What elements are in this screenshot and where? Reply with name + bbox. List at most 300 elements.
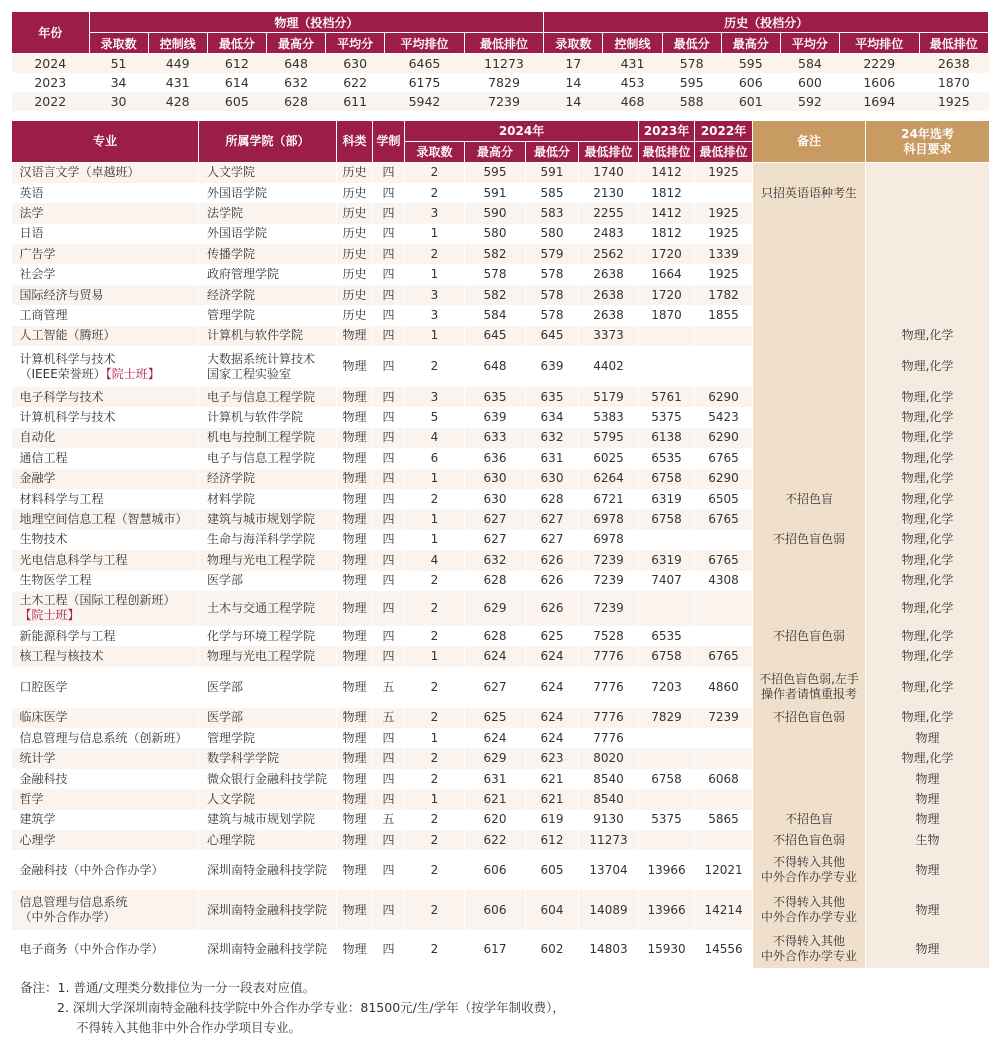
min-rank-2023-cell: 1412	[639, 203, 695, 223]
length-cell: 五	[373, 810, 405, 830]
min-rank-2022-cell: 1925	[695, 264, 753, 284]
major-row	[12, 183, 990, 203]
min-rank-2023-cell	[639, 326, 695, 346]
major-row	[12, 346, 990, 387]
admitted-cell: 2	[405, 930, 465, 968]
remark-cell	[753, 326, 866, 346]
major-row	[12, 530, 990, 550]
max-score-cell: 627	[465, 530, 526, 550]
min-rank-2023-cell: 5375	[639, 407, 695, 427]
remark-cell	[753, 469, 866, 489]
major-row	[12, 708, 990, 728]
min-rank-2022-cell: 6290	[695, 469, 753, 489]
min-score-cell: 621	[526, 769, 579, 789]
length-cell: 四	[373, 264, 405, 284]
summary-history-cell: 578	[662, 54, 721, 74]
min-score-cell: 635	[526, 387, 579, 407]
remark-cell	[753, 285, 866, 305]
major-name-cell: 核工程与核技术	[12, 646, 199, 666]
admitted-cell: 2	[405, 626, 465, 646]
admitted-cell: 4	[405, 550, 465, 570]
min-rank-cell: 5795	[579, 428, 639, 448]
major-row	[12, 448, 990, 468]
remark-cell: 不招色盲色弱	[753, 708, 866, 728]
length-cell: 四	[373, 530, 405, 550]
subjects-cell: 物理,化学	[866, 407, 990, 427]
admitted-cell: 2	[405, 748, 465, 768]
major-row	[12, 203, 990, 223]
remark-cell	[753, 224, 866, 244]
category-cell: 物理	[337, 489, 373, 509]
remark-cell	[753, 346, 866, 387]
category-cell: 物理	[337, 626, 373, 646]
min-rank-2023-cell: 6758	[639, 646, 695, 666]
min-score-cell: 583	[526, 203, 579, 223]
min-score-cell: 626	[526, 591, 579, 626]
summary-physics-cell: 34	[89, 73, 148, 92]
length-cell: 四	[373, 646, 405, 666]
category-cell: 物理	[337, 407, 373, 427]
major-name-cell: 生物技术	[12, 530, 199, 550]
admitted-cell: 3	[405, 305, 465, 325]
length-cell: 四	[373, 244, 405, 264]
summary-year-cell: 2023	[12, 73, 90, 92]
min-rank-2023-cell: 7829	[639, 708, 695, 728]
summary-row	[12, 73, 989, 92]
major-row	[12, 285, 990, 305]
max-score-cell: 639	[465, 407, 526, 427]
subjects-cell: 物理	[866, 810, 990, 830]
min-score-cell: 624	[526, 708, 579, 728]
max-score-cell: 635	[465, 387, 526, 407]
summary-history-cell: 606	[721, 73, 780, 92]
min-score-cell: 624	[526, 728, 579, 748]
length-cell: 四	[373, 387, 405, 407]
min-rank-2022-cell: 6068	[695, 769, 753, 789]
major-row	[12, 244, 990, 264]
admitted-cell: 3	[405, 285, 465, 305]
major-row	[12, 850, 990, 890]
length-cell: 四	[373, 346, 405, 387]
min-score-cell: 578	[526, 264, 579, 284]
summary-physics-cell: 51	[89, 54, 148, 74]
remark-cell	[753, 667, 866, 708]
major-row	[12, 469, 990, 489]
min-rank-cell: 14089	[579, 890, 639, 930]
category-cell: 物理	[337, 789, 373, 809]
major-name-cell: 金融科技	[12, 769, 199, 789]
admitted-cell: 1	[405, 646, 465, 666]
min-rank-2022-cell: 6765	[695, 646, 753, 666]
remark-cell	[753, 646, 866, 666]
major-name-line: 计算机科学与技术	[19, 351, 116, 366]
max-score-cell: 628	[465, 571, 526, 591]
subjects-cell	[866, 183, 990, 203]
college-cell: 外国语学院	[199, 183, 337, 203]
major-name-line	[20, 910, 199, 925]
admitted-cell: 1	[405, 530, 465, 550]
major-row	[12, 264, 990, 284]
college-cell: 管理学院	[199, 305, 337, 325]
min-rank-2022-cell	[695, 830, 753, 850]
summary-physics-cell: 7829	[464, 73, 544, 92]
min-rank-2022-cell: 6765	[695, 448, 753, 468]
admitted-cell: 2	[405, 890, 465, 930]
summary-history-cell: 601	[721, 92, 780, 111]
min-rank-cell: 2255	[579, 203, 639, 223]
physics-col-header: 最低排位	[464, 33, 544, 54]
max-score-cell: 606	[465, 850, 526, 890]
major-name-cell: 新能源科学与工程	[12, 626, 199, 646]
min-rank-cell: 6264	[579, 469, 639, 489]
min-rank-cell: 8540	[579, 789, 639, 809]
college-cell: 土木与交通工程学院	[199, 591, 337, 626]
min-score-cell: 619	[526, 810, 579, 830]
summary-table	[11, 11, 989, 111]
major-name-cell: 社会学	[12, 264, 199, 284]
remark-cell	[753, 850, 866, 890]
min-score-cell: 612	[526, 830, 579, 850]
min-score-cell: 628	[526, 489, 579, 509]
max-score-cell: 629	[465, 748, 526, 768]
major-name-line: 信息管理与信息系统	[19, 895, 128, 910]
max-score-cell: 648	[465, 346, 526, 387]
subjects-cell: 物理,化学	[866, 509, 990, 529]
min-rank-2023-cell: 1720	[639, 244, 695, 264]
max-score-cell: 629	[465, 591, 526, 626]
admitted-cell: 3	[405, 203, 465, 223]
remark-cell	[753, 203, 866, 223]
admitted-cell: 1	[405, 728, 465, 748]
category-cell: 历史	[337, 264, 373, 284]
min-rank-2022-cell	[695, 346, 753, 387]
college-cell: 电子与信息工程学院	[199, 387, 337, 407]
subjects-cell: 物理,化学	[866, 646, 990, 666]
subjects-header	[866, 121, 990, 163]
min-rank-cell: 8020	[579, 748, 639, 768]
admitted-cell: 1	[405, 789, 465, 809]
summary-history-cell: 1694	[840, 92, 920, 111]
college-cell: 经济学院	[199, 469, 337, 489]
length-cell: 四	[373, 469, 405, 489]
min-rank-cell: 6721	[579, 489, 639, 509]
max-score-cell: 621	[465, 789, 526, 809]
category-cell: 历史	[337, 163, 373, 183]
category-header: 科类	[337, 121, 373, 163]
major-name-cell: 汉语言文学（卓越班）	[12, 163, 199, 183]
summary-history-cell: 592	[780, 92, 839, 111]
length-cell: 四	[373, 591, 405, 626]
summary-history-cell: 1925	[919, 92, 988, 111]
admitted-cell: 2	[405, 346, 465, 387]
physics-header: 物理（投档分）	[89, 12, 544, 33]
major-row	[12, 387, 990, 407]
remark-cell	[753, 244, 866, 264]
remark-line: 操作者请慎重报考	[761, 687, 858, 702]
min-rank-2022-cell: 4308	[695, 571, 753, 591]
remark-line: 中外合作办学专业	[761, 910, 858, 925]
remark-cell	[753, 448, 866, 468]
min-rank-cell: 2638	[579, 264, 639, 284]
min-rank-2023-cell: 6758	[639, 509, 695, 529]
remark-line: 中外合作办学专业	[761, 949, 858, 964]
summary-history-cell: 2638	[919, 54, 988, 74]
min-rank-2022-cell: 1782	[695, 285, 753, 305]
subjects-cell: 物理,化学	[866, 571, 990, 591]
min-rank-2022-cell	[695, 728, 753, 748]
major-row	[12, 890, 990, 930]
admitted-cell: 2	[405, 830, 465, 850]
summary-physics-cell: 5942	[385, 92, 465, 111]
major-name-cell	[12, 591, 199, 626]
subjects-header-line1: 24年选考	[901, 126, 954, 141]
summary-history-cell: 1606	[840, 73, 920, 92]
max-score-cell: 591	[465, 183, 526, 203]
remark-cell: 不招色盲色弱	[753, 830, 866, 850]
subjects-cell: 物理,化学	[866, 708, 990, 728]
min-score-cell: 645	[526, 326, 579, 346]
footnote-line-1: 备注：1. 普通/文理类分数排位为一分一段表对应值。	[20, 980, 316, 995]
summary-physics-cell: 611	[326, 92, 385, 111]
min-rank-2022-cell	[695, 626, 753, 646]
min-rank-2022-cell: 14556	[695, 930, 753, 968]
major-row	[12, 626, 990, 646]
college-cell: 数学科学学院	[199, 748, 337, 768]
remark-cell	[753, 509, 866, 529]
min-rank-2023-cell: 1812	[639, 224, 695, 244]
subjects-cell: 物理,化学	[866, 591, 990, 626]
min-score-cell: 626	[526, 550, 579, 570]
remark-line: 不得转入其他	[773, 895, 846, 910]
max-score-cell: 625	[465, 708, 526, 728]
min-rank-cell: 14803	[579, 930, 639, 968]
min-score-cell: 639	[526, 346, 579, 387]
max-score-cell: 580	[465, 224, 526, 244]
major-row	[12, 407, 990, 427]
subjects-cell	[866, 203, 990, 223]
max-score-cell: 624	[465, 646, 526, 666]
college-cell: 心理学院	[199, 830, 337, 850]
remark-cell	[753, 407, 866, 427]
min-rank-2023-cell	[639, 530, 695, 550]
major-row	[12, 305, 990, 325]
max-score-cell: 627	[465, 509, 526, 529]
admitted-cell: 2	[405, 708, 465, 728]
subjects-cell	[866, 163, 990, 183]
major-row	[12, 550, 990, 570]
college-cell: 建筑与城市规划学院	[199, 509, 337, 529]
college-cell: 管理学院	[199, 728, 337, 748]
major-name-cell: 人工智能（腾班）	[12, 326, 199, 346]
major-row	[12, 591, 990, 626]
subjects-cell: 物理,化学	[866, 428, 990, 448]
min-score-cell: 626	[526, 571, 579, 591]
length-cell: 四	[373, 789, 405, 809]
physics-col-header: 最低分	[207, 33, 266, 54]
summary-history-cell: 600	[780, 73, 839, 92]
remark-cell: 不招色盲色弱	[753, 530, 866, 550]
min-score-cell: 627	[526, 530, 579, 550]
year-2023-header: 2023年	[639, 121, 695, 142]
min-rank-2023-cell	[639, 748, 695, 768]
admitted-cell: 2	[405, 571, 465, 591]
category-cell: 物理	[337, 591, 373, 626]
physics-col-header: 平均分	[326, 33, 385, 54]
min-rank-2022-cell: 6765	[695, 550, 753, 570]
summary-physics-cell: 628	[266, 92, 325, 111]
min-rank-2022-cell: 1339	[695, 244, 753, 264]
major-name-cell: 地理空间信息工程（智慧城市）	[12, 509, 199, 529]
major-name-cell: 金融学	[12, 469, 199, 489]
footnote-line-2: 2. 深圳大学深圳南特金融科技学院中外合作办学专业：81500元/生/学年（按学年制收费），	[57, 1000, 565, 1015]
category-cell: 物理	[337, 728, 373, 748]
min-score-cell: 605	[526, 850, 579, 890]
min-score-cell: 632	[526, 428, 579, 448]
major-name-cell	[12, 346, 199, 387]
college-cell: 政府管理学院	[199, 264, 337, 284]
category-cell: 物理	[337, 530, 373, 550]
college-cell: 生命与海洋科学学院	[199, 530, 337, 550]
min-rank-cell: 4402	[579, 346, 639, 387]
category-cell: 物理	[337, 890, 373, 930]
summary-physics-cell: 614	[207, 73, 266, 92]
college-line: 国家工程实验室	[207, 366, 292, 381]
min-rank-2022-cell: 1925	[695, 203, 753, 223]
max-score-cell: 620	[465, 810, 526, 830]
major-row	[12, 728, 990, 748]
max-score-cell: 595	[465, 163, 526, 183]
major-row	[12, 326, 990, 346]
remark-cell	[753, 890, 866, 930]
year-2022-header: 2022年	[695, 121, 753, 142]
length-cell: 四	[373, 183, 405, 203]
college-cell: 计算机与软件学院	[199, 326, 337, 346]
min-score-cell: 579	[526, 244, 579, 264]
min-rank-2023-cell: 6758	[639, 769, 695, 789]
college-cell: 化学与环境工程学院	[199, 626, 337, 646]
category-cell: 物理	[337, 646, 373, 666]
max-score-cell: 628	[465, 626, 526, 646]
summary-history-cell: 584	[780, 54, 839, 74]
major-name-cell: 计算机科学与技术	[12, 407, 199, 427]
length-cell: 四	[373, 428, 405, 448]
admitted-cell: 2	[405, 810, 465, 830]
min-rank-2022-cell: 14214	[695, 890, 753, 930]
min-rank-2022-cell: 5865	[695, 810, 753, 830]
min-rank-cell: 3373	[579, 326, 639, 346]
length-cell: 五	[373, 667, 405, 708]
min-rank-cell: 5179	[579, 387, 639, 407]
min-rank-cell: 9130	[579, 810, 639, 830]
college-cell: 电子与信息工程学院	[199, 448, 337, 468]
major-name-cell: 统计学	[12, 748, 199, 768]
admitted-cell: 5	[405, 407, 465, 427]
min-rank-cell: 6025	[579, 448, 639, 468]
min-rank-2023-cell	[639, 830, 695, 850]
major-name-cell: 法学	[12, 203, 199, 223]
major-name-suffix: （IEEE荣誉班）	[19, 366, 106, 381]
min-rank-2023-cell: 15930	[639, 930, 695, 968]
college-cell: 医学部	[199, 708, 337, 728]
min-rank-2022-cell	[695, 530, 753, 550]
subjects-cell: 物理,化学	[866, 530, 990, 550]
admitted-cell: 6	[405, 448, 465, 468]
admitted-cell: 2	[405, 769, 465, 789]
min-rank-2022-cell: 5423	[695, 407, 753, 427]
major-name-cell: 心理学	[12, 830, 199, 850]
physics-col-header: 录取数	[89, 33, 148, 54]
college-cell: 深圳南特金融科技学院	[199, 930, 337, 968]
college-cell: 深圳南特金融科技学院	[199, 890, 337, 930]
min-rank-2023-cell: 5375	[639, 810, 695, 830]
min-rank-2022-cell	[695, 591, 753, 626]
remark-cell	[753, 264, 866, 284]
category-cell: 历史	[337, 183, 373, 203]
length-cell: 四	[373, 890, 405, 930]
min-score-cell: 591	[526, 163, 579, 183]
length-cell: 四	[373, 407, 405, 427]
subjects-header-line2: 科目要求	[903, 141, 952, 156]
college-cell: 法学院	[199, 203, 337, 223]
category-cell: 历史	[337, 285, 373, 305]
length-cell: 四	[373, 769, 405, 789]
min-rank-2022-cell: 12021	[695, 850, 753, 890]
subjects-cell: 物理	[866, 890, 990, 930]
major-row	[12, 428, 990, 448]
remark-cell	[753, 748, 866, 768]
remark-line: 不得转入其他	[773, 855, 846, 870]
history-col-header: 最高分	[721, 33, 780, 54]
subjects-cell: 物理,化学	[866, 489, 990, 509]
college-cell: 机电与控制工程学院	[199, 428, 337, 448]
remark-cell: 只招英语语种考生	[753, 183, 866, 203]
summary-history-cell: 595	[721, 54, 780, 74]
physics-col-header: 平均排位	[385, 33, 465, 54]
summary-history-cell: 1870	[919, 73, 988, 92]
summary-physics-cell: 431	[148, 73, 207, 92]
min-rank-2023-cell: 6138	[639, 428, 695, 448]
major-row	[12, 163, 990, 183]
min-rank-2022-cell: 6505	[695, 489, 753, 509]
min-rank-2023-cell: 1870	[639, 305, 695, 325]
length-cell: 五	[373, 708, 405, 728]
admitted-cell: 2	[405, 489, 465, 509]
min-rank-cell: 6978	[579, 509, 639, 529]
subjects-cell	[866, 285, 990, 305]
major-name-cell: 自动化	[12, 428, 199, 448]
max-score-cell: 633	[465, 428, 526, 448]
min-score-cell: 623	[526, 748, 579, 768]
subjects-cell: 物理,化学	[866, 346, 990, 387]
length-cell: 四	[373, 850, 405, 890]
min-score-cell: 624	[526, 646, 579, 666]
major-row	[12, 224, 990, 244]
major-name-cell: 金融科技（中外合作办学）	[12, 850, 199, 890]
major-name-cell: 日语	[12, 224, 199, 244]
summary-row	[12, 92, 989, 111]
subjects-cell	[866, 305, 990, 325]
min-rank-cell: 7776	[579, 646, 639, 666]
remark-cell	[753, 550, 866, 570]
max-score-cell: 636	[465, 448, 526, 468]
category-cell: 物理	[337, 850, 373, 890]
remark-cell	[753, 789, 866, 809]
length-header: 学制	[373, 121, 405, 163]
major-row	[12, 748, 990, 768]
summary-history-cell: 17	[544, 54, 603, 74]
summary-row	[12, 54, 989, 74]
remark-line: 不得转入其他	[773, 934, 846, 949]
